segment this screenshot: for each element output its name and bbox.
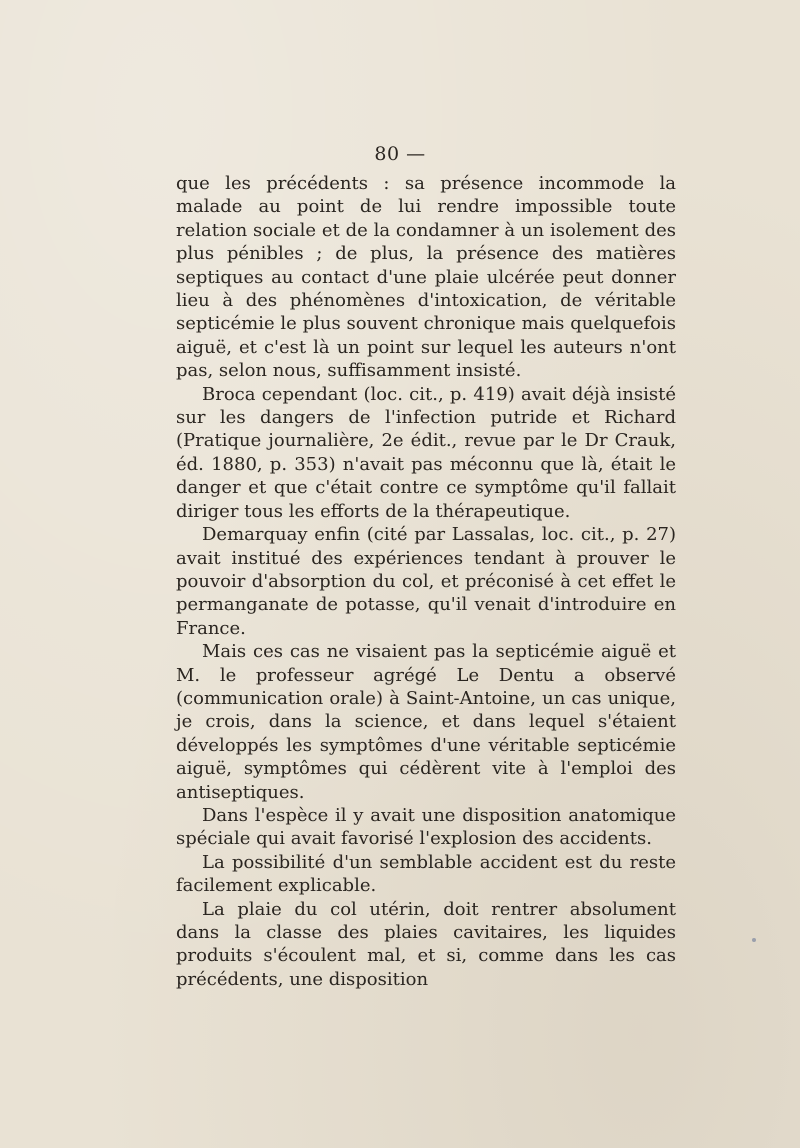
paragraph-3: Demarquay enfin (cité par Lassalas, loc. cit., p. 27) avait institué des expériences tendant à prouver le pouvoir d'absorption du col, et préconisé à cet effet le permanganate de potasse, qu'il venait d'introduire en France. xyxy=(176,524,676,639)
paragraph-6: La possibilité d'un semblable accident est du reste facilement explicable. xyxy=(176,851,676,897)
ink-speck xyxy=(752,938,756,942)
paragraph-1: que les précédents : sa présence incommode la malade au point de lui rendre impossible toute relation sociale et de la condamner à un isolement des plus pénibles ; de plus, la présence des matières septiques au contact d'une plaie ulcérée peut donner lieu à des phénomènes d'intoxication, de véritable septicémie le plus souvent chronique mais quelquefois aiguë, et c'est là un point sur lequel les auteurs n'ont pas, selon nous, suffisamment insisté. xyxy=(176,173,676,382)
page-number: 80 — xyxy=(374,143,426,165)
paragraph-5: Dans l'espèce il y avait une disposition anatomique spéciale qui avait favorisé l'explosion des accidents. xyxy=(176,804,676,850)
paragraph-2: Broca cependant (loc. cit., p. 419) avait déjà insisté sur les dangers de l'infection putride et Richard (Pratique journalière, 2e édit., revue par le Dr Crauk, éd. 1880, p. 353) n'avait pas méconnu que là, était le danger et que c'était contre ce symptôme qu'il fallait diriger tous les efforts de la thérapeutique. xyxy=(176,383,676,522)
paragraph-4: Mais ces cas ne visaient pas la septicémie aiguë et M. le professeur agrégé Le Dentu a observé (communication orale) à Saint-Antoine, un cas unique, je crois, dans la science, et dans lequel s'étaient développés les symptômes d'une véritable septicémie aiguë, symptômes qui cédèrent vite à l'emploi des antiseptiques. xyxy=(176,641,676,803)
paragraph-7: La plaie du col utérin, doit rentrer absolument dans la classe des plaies cavitaires, les liquides produits s'écoulent mal, et si, comme dans les cas précédents, une disposition xyxy=(176,898,676,990)
body-text xyxy=(176,172,676,991)
